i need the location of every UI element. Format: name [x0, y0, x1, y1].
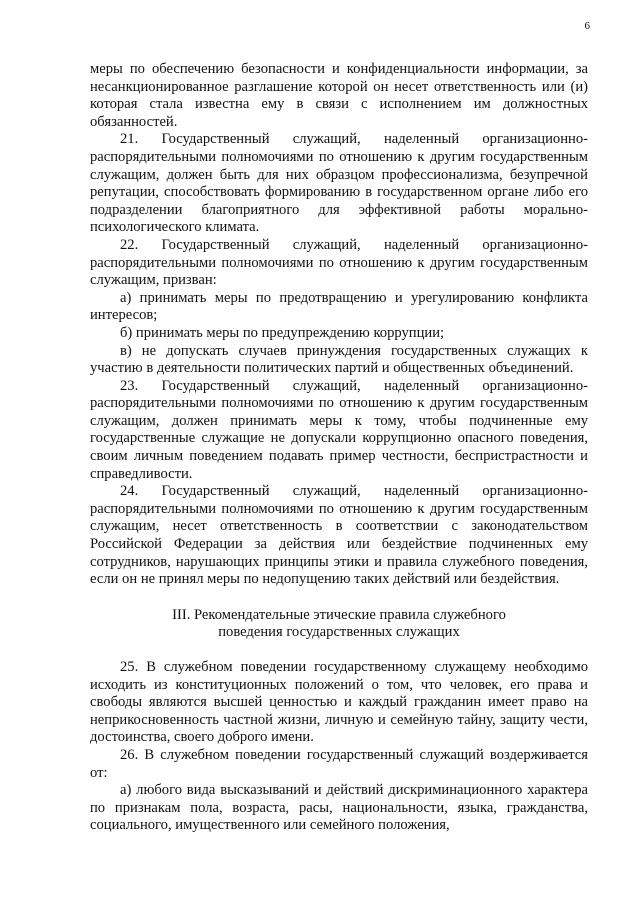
paragraph-26: 26. В служебном поведении государственный служащий воздерживается от: — [90, 746, 588, 781]
paragraph-26-a: а) любого вида высказываний и действий дискриминационного характера по признакам пола, возраста, расы, национальности, языка, гражданства, социального, имущественного или семейного положения, — [90, 782, 588, 834]
paragraph-continuation: меры по обеспечению безопасности и конфиденциальности информации, за несанкционированное разглашение которой он несет ответственность или (и) которая стала известна ему в связи с исполнением им должностных обязанностей. — [90, 61, 588, 130]
paragraph-23: 23. Государственный служащий, наделенный организационно-распорядительными полномочиями по отношению к другим государственным служащим, должен принимать меры к тому, чтобы подчиненные ему государственные служащие не допускали коррупционно опасного поведения, своим личным поведением подавать пример честности, беспристрастности и справедливости. — [90, 377, 588, 482]
paragraph-22-b: б) принимать меры по предупреждению коррупции; — [120, 324, 445, 341]
page-number: 6 — [584, 20, 590, 32]
paragraph-22-a: а) принимать меры по предотвращению и урегулированию конфликта интересов; — [90, 289, 588, 324]
section-heading-line-2: поведения государственных служащих — [218, 624, 460, 641]
section-heading-line-1: III. Рекомендательные этические правила служебного — [172, 606, 506, 623]
document-body — [90, 61, 588, 835]
paragraph-21: 21. Государственный служащий, наделенный организационно-распорядительными полномочиями по отношению к другим государственным служащим, должен быть для них образцом профессионализма, безупречной репутации, способствовать формированию в государственном органе либо его подразделении благоприятного для эффективной работы морально-психологического климата. — [90, 131, 588, 236]
paragraph-25: 25. В служебном поведении государственному служащему необходимо исходить из конституционных положений о том, что человек, его права и свободы являются высшей ценностью и каждый гражданин имеет право на неприкосновенность частной жизни, личную и семейную тайну, защиту чести, достоинства, своего доброго имени. — [90, 659, 588, 746]
paragraph-22: 22. Государственный служащий, наделенный организационно-распорядительными полномочиями по отношению к другим государственным служащим, призван: — [90, 236, 588, 289]
section-heading — [90, 607, 588, 642]
paragraph-24: 24. Государственный служащий, наделенный организационно-распорядительными полномочиями по отношению к другим государственным служащим, несет ответственность в соответствии с законодательством Российской Федерации за действия или бездействие подчиненных ему сотрудников, нарушающих принципы этики и правила служебного поведения, если он не принял меры по недопущению таких действий или бездействия. — [90, 483, 588, 588]
paragraph-22-c: в) не допускать случаев принуждения государственных служащих к участию в деятельности политических партий и общественных объединений. — [90, 342, 588, 377]
